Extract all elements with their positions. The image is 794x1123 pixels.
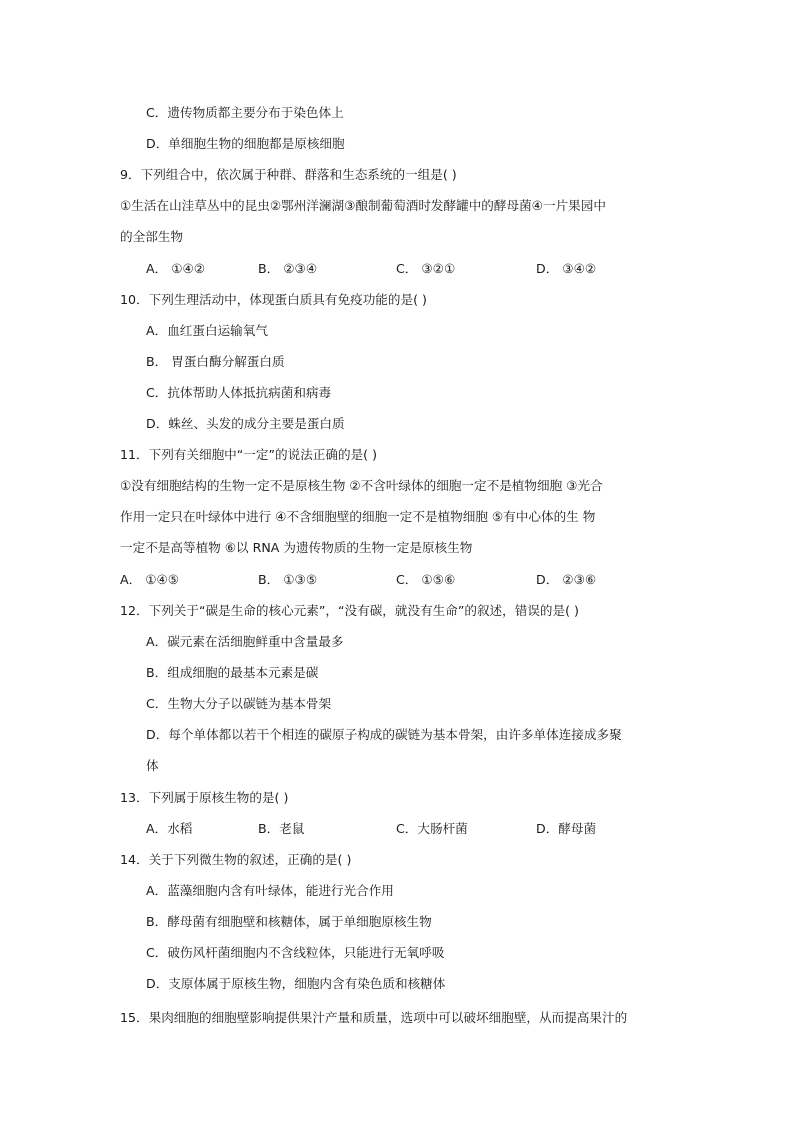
text-line: D．单细胞生物的细胞都是原核细胞	[146, 136, 345, 151]
text-line: 15．果肉细胞的细胞壁影响提供果汁产量和质量，选项中可以破坏细胞壁，从而提高果汁的	[120, 1010, 628, 1025]
answer-option: D．酵母菌	[536, 821, 597, 836]
text-line: C．破伤风杆菌细胞内不含线粒体，只能进行无氧呼吸	[146, 945, 445, 960]
text-line: ①生活在山洼草丛中的昆虫②鄂州洋澜湖③酿制葡萄酒时发酵罐中的酵母菌④一片果园中	[120, 198, 606, 213]
text-line: ①没有细胞结构的生物一定不是原核生物 ②不含叶绿体的细胞一定不是植物细胞 ③光合	[120, 478, 603, 493]
answer-option: A． ①④②	[146, 261, 206, 276]
text-line: A．血红蛋白运输氧气	[146, 323, 268, 338]
text-line: 作用一定只在叶绿体中进行 ④不含细胞壁的细胞一定不是植物细胞 ⑤有中心体的生 物	[120, 509, 596, 524]
answer-option: D． ②③⑥	[536, 572, 597, 587]
text-line: 9．下列组合中，依次属于种群、群落和生态系统的一组是( )	[120, 167, 457, 182]
text-line: A．蓝藻细胞内含有叶绿体，能进行光合作用	[146, 883, 394, 898]
answer-option: B．老鼠	[258, 821, 305, 836]
text-line: 12．下列关于“碳是生命的核心元素”，“没有碳，就没有生命”的叙述，错误的是( )	[120, 603, 579, 618]
text-line: B．组成细胞的最基本元素是碳	[146, 665, 319, 680]
answer-option: C． ③②①	[396, 261, 456, 276]
text-line: C．抗体帮助人体抵抗病菌和病毒	[146, 385, 332, 400]
text-line: 11．下列有关细胞中“一定”的说法正确的是( )	[120, 447, 377, 462]
text-line: 的全部生物	[120, 229, 183, 244]
answer-option: B． ②③④	[258, 261, 318, 276]
text-line: D．每个单体都以若干个相连的碳原子构成的碳链为基本骨架，由许多单体连接成多聚	[146, 727, 622, 742]
text-line: B． 胃蛋白酶分解蛋白质	[146, 354, 285, 369]
answer-option: B． ①③⑤	[258, 572, 318, 587]
answer-option: D． ③④②	[536, 261, 597, 276]
text-line: C．生物大分子以碳链为基本骨架	[146, 696, 332, 711]
text-line: 体	[146, 758, 159, 773]
text-line: D．蛛丝、头发的成分主要是蛋白质	[146, 416, 345, 431]
answer-option: C．大肠杆菌	[396, 821, 468, 836]
answer-option: C． ①⑤⑥	[396, 572, 456, 587]
text-line: C．遗传物质都主要分布于染色体上	[146, 105, 344, 120]
text-line: 10．下列生理活动中，体现蛋白质具有免疫功能的是( )	[120, 292, 427, 307]
text-line: 14．关于下列微生物的叙述，正确的是( )	[120, 852, 352, 867]
text-line: 一定不是高等植物 ⑥以 RNA 为遗传物质的生物一定是原核生物	[120, 540, 473, 555]
text-line: A．碳元素在活细胞鲜重中含量最多	[146, 634, 344, 649]
text-line: B．酵母菌有细胞壁和核糖体，属于单细胞原核生物	[146, 914, 432, 929]
text-line: 13．下列属于原核生物的是( )	[120, 790, 289, 805]
text-line: D．支原体属于原核生物，细胞内含有染色质和核糖体	[146, 976, 446, 991]
answer-option: A．水稻	[146, 821, 193, 836]
answer-option: A． ①④⑤	[120, 572, 180, 587]
